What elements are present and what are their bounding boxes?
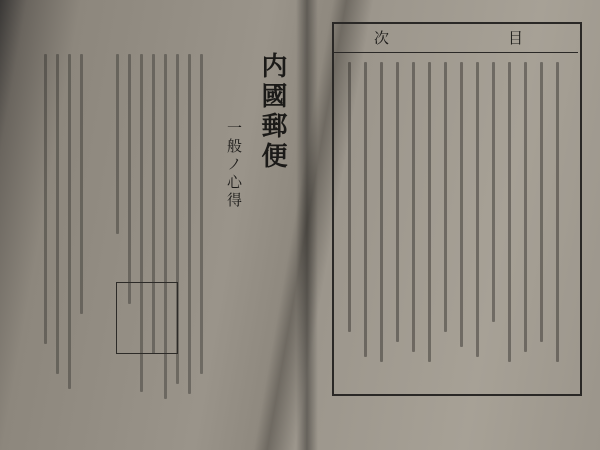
toc-header xyxy=(332,22,578,53)
book-gutter xyxy=(296,0,318,450)
left-page xyxy=(18,0,300,450)
toc-heading-left: 次 xyxy=(374,29,392,47)
page-title: 内國郵便 xyxy=(257,52,287,172)
right-page xyxy=(318,0,600,450)
section-subtitle: 一般ノ心得 xyxy=(225,120,243,210)
publisher-box xyxy=(116,282,178,354)
toc-heading-right: 目 xyxy=(508,29,526,47)
toc-entries xyxy=(338,62,570,374)
